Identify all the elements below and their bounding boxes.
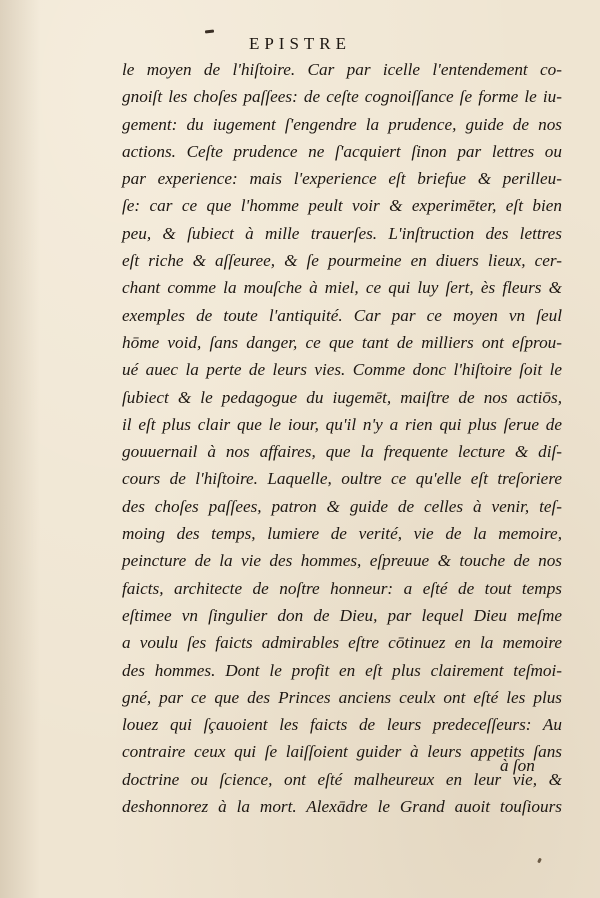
text-line: gouuernail à nos affaires, que la frequente lecture & diſ- xyxy=(122,442,562,462)
paper-speck xyxy=(537,858,542,864)
text-line: des choſes paſſees, patron & guide de celles à venir, teſ- xyxy=(122,496,562,516)
text-line: hōme void, ſans danger, ce que tant de milliers ont eſprou- xyxy=(122,332,562,352)
text-line: moing des temps, lumiere de verité, vie de la memoire, xyxy=(122,524,562,544)
text-line: peu, & ſubiect à mille trauerſes. L'inſtruction des lettres xyxy=(122,223,562,243)
body-text xyxy=(122,56,562,820)
text-line: gné, par ce que des Princes anciens ceulx ont eſté les plus xyxy=(122,687,562,707)
text-line: il eſt plus clair que le iour, qu'il n'y a rien qui plus ſerue de xyxy=(122,414,562,434)
text-line: eſtimee vn ſingulier don de Dieu, par lequel Dieu meſme xyxy=(122,605,562,625)
running-title: EPISTRE xyxy=(248,34,352,53)
text-line: contraire ceux qui ſe laiſſoient guider à leurs appetits ſans xyxy=(122,742,562,762)
text-line: a voulu ſes faicts admirables eſtre cōtinuez en la memoire xyxy=(122,633,562,653)
text-line: actions. Ceſte prudence ne ſ'acquiert ſinon par lettres ou xyxy=(122,141,562,161)
text-line: peincture de la vie des hommes, eſpreuue & touche de nos xyxy=(122,551,562,571)
catchword: à ſon xyxy=(500,756,535,775)
text-line: deshonnorez à la mort. Alexādre le Grand auoit touſiours xyxy=(122,797,562,817)
text-line: cours de l'hiſtoire. Laquelle, oultre ce qu'elle eſt treſoriere xyxy=(122,469,562,489)
text-line: des hommes. Dont le profit en eſt plus clairement teſmoi- xyxy=(122,660,562,680)
text-line: ué auec la perte de leurs vies. Comme donc l'hiſtoire ſoit le xyxy=(122,360,562,380)
text-line: le moyen de l'hiſtoire. Car par icelle l'entendement co- xyxy=(122,60,562,79)
text-line: louez qui ſçauoient les faicts de leurs predeceſſeurs: Au xyxy=(122,715,562,735)
page-gutter-shadow xyxy=(0,0,40,898)
printer-mark xyxy=(205,30,214,34)
text-line: chant comme la mouſche à miel, ce qui luy ſert, ès fleurs & xyxy=(122,278,562,298)
text-line: doctrine ou ſcience, ont eſté malheureux en leur vie, & xyxy=(122,769,562,789)
text-line: gement: du iugement ſ'engendre la prudence, guide de nos xyxy=(122,114,562,134)
text-line: eſt riche & aſſeuree, & ſe pourmeine en diuers lieux, cer- xyxy=(122,251,562,271)
text-line: gnoiſt les choſes paſſees: de ceſte cognoiſſance ſe forme le iu- xyxy=(122,87,562,107)
text-line: ſubiect & le pedagogue du iugemēt, maiſtre de nos actiōs, xyxy=(122,387,562,407)
text-line: par experience: mais l'experience eſt briefue & perilleu- xyxy=(122,169,562,189)
text-line: exemples de toute l'antiquité. Car par ce moyen vn ſeul xyxy=(122,305,562,325)
text-line: faicts, architecte de noſtre honneur: a eſté de tout temps xyxy=(122,578,562,598)
text-line: ſe: car ce que l'homme peult voir & experimēter, eſt bien xyxy=(122,196,562,216)
